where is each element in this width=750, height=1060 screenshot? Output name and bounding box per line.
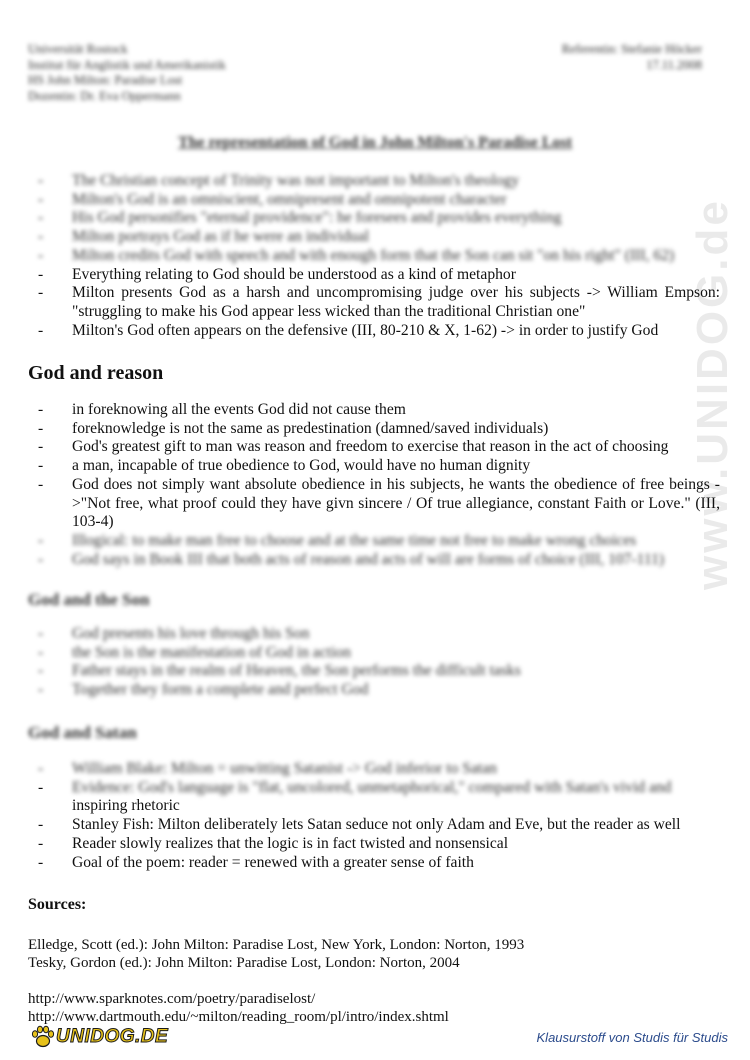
list-item-text-blurred: Evidence: God's language is "flat, uncolored, unmetaphorical," compared with Satan's vivid and bbox=[72, 778, 672, 796]
list-item bbox=[28, 172, 720, 191]
reason-section bbox=[28, 361, 720, 569]
paw-icon bbox=[30, 1025, 56, 1049]
list-item-text: Stanley Fish: Milton deliberately lets Satan seduce not only Adam and Eve, but the reader as well bbox=[72, 816, 681, 834]
list-item bbox=[28, 457, 720, 476]
list-item bbox=[28, 284, 720, 321]
list-item-text: His God personifies "eternal providence": he foresees and provides everything bbox=[72, 209, 562, 227]
source-book: Elledge, Scott (ed.): John Milton: Paradise Lost, New York, London: Norton, 1993 bbox=[28, 937, 525, 953]
son-section bbox=[28, 589, 720, 700]
list-item bbox=[28, 191, 720, 210]
list-item bbox=[28, 209, 720, 228]
sources-section bbox=[28, 896, 720, 1026]
list-item bbox=[28, 228, 720, 247]
header-presenter: Referentin: Stefanie Höcker bbox=[561, 42, 702, 56]
list-item-text: inspiring rhetoric bbox=[72, 797, 180, 815]
list-item-text: God does not simply want absolute obedience in his subjects, he wants the obedience of free beings ->"Not free, what proof could they have givn sincere / Of true allegiance, constant Faith or Love." (III, 103-4) bbox=[72, 475, 720, 531]
intro-section bbox=[28, 172, 720, 340]
list-item bbox=[28, 854, 720, 873]
intro-list bbox=[28, 172, 720, 340]
list-item-text: Illogical: to make man free to choose and at the same time not free to make wrong choices bbox=[72, 531, 637, 549]
list-item-text: God's greatest gift to man was reason and freedom to exercise that reason in the act of choosing bbox=[72, 438, 669, 456]
list-item-text: Milton credits God with speech and with enough form that the Son can sit "on his right" (III, 62) bbox=[72, 246, 675, 264]
list-item bbox=[28, 779, 720, 816]
list-item bbox=[28, 760, 720, 779]
list-item-text: in foreknowing all the events God did not cause them bbox=[72, 401, 406, 418]
list-item bbox=[28, 438, 720, 457]
list-item-text: Together they form a complete and perfect God bbox=[72, 681, 369, 699]
list-item-text: foreknowledge is not the same as predestination (damned/saved individuals) bbox=[72, 419, 549, 437]
list-item-text: Milton presents God as a harsh and uncompromising judge over his subjects -> William Empson: "struggling to make his God appear less wicked than the traditional Christian one" bbox=[72, 284, 720, 320]
satan-list bbox=[28, 760, 720, 872]
list-item bbox=[28, 681, 720, 700]
list-item bbox=[28, 420, 720, 439]
header-right bbox=[562, 42, 702, 73]
header-left bbox=[28, 42, 226, 104]
list-item-text: God presents his love through his Son bbox=[72, 625, 310, 642]
sources-heading: Sources: bbox=[28, 896, 87, 913]
list-item bbox=[28, 662, 720, 681]
header-university: Universität Rostock bbox=[28, 42, 128, 56]
list-item bbox=[28, 247, 720, 266]
list-item-text: a man, incapable of true obedience to God, would have no human dignity bbox=[72, 457, 531, 475]
list-item-text: The Christian concept of Trinity was not important to Milton's theology bbox=[72, 172, 520, 189]
list-item bbox=[28, 401, 720, 420]
son-heading: God and the Son bbox=[28, 590, 150, 609]
list-item-text: William Blake: Milton = unwitting Satanist -> God inferior to Satan bbox=[72, 760, 497, 777]
page-title: The representation of God in John Milton's Paradise Lost bbox=[177, 134, 573, 151]
satan-section bbox=[28, 722, 720, 872]
watermark: www.UNIDOG.de bbox=[688, 198, 737, 590]
list-item bbox=[28, 322, 720, 341]
footer-tagline: Klausurstoff von Studis für Studis bbox=[536, 1030, 728, 1045]
source-book: Tesky, Gordon (ed.): John Milton: Paradise Lost, London: Norton, 2004 bbox=[28, 955, 460, 971]
reason-heading: God and reason bbox=[28, 362, 164, 384]
header-institute: Institut für Anglistik und Amerikanistik bbox=[28, 57, 226, 72]
list-item bbox=[28, 532, 720, 551]
list-item bbox=[28, 644, 720, 663]
list-item bbox=[28, 835, 720, 854]
satan-heading: God and Satan bbox=[28, 723, 137, 742]
list-item-text: Father stays in the realm of Heaven, the Son performs the difficult tasks bbox=[72, 662, 521, 680]
unidog-logo bbox=[30, 1024, 168, 1050]
son-list bbox=[28, 625, 720, 700]
list-item-text: Milton portrays God as if he were an individual bbox=[72, 228, 370, 246]
list-item-text: Goal of the poem: reader = renewed with a greater sense of faith bbox=[72, 853, 474, 871]
list-item bbox=[28, 266, 720, 285]
reason-list bbox=[28, 401, 720, 569]
list-item-text: Milton's God often appears on the defensive (III, 80-210 & X, 1-62) -> in order to justify God bbox=[72, 321, 659, 339]
source-url[interactable]: http://www.dartmouth.edu/~milton/reading_room/pl/intro/index.shtml bbox=[28, 1009, 449, 1025]
list-item-text: Everything relating to God should be understood as a kind of metaphor bbox=[72, 265, 516, 283]
list-item bbox=[28, 816, 720, 835]
list-item bbox=[28, 625, 720, 644]
list-item bbox=[28, 551, 720, 570]
list-item-text: the Son is the manifestation of God in action bbox=[72, 643, 351, 661]
list-item-text: God says in Book III that both acts of reason and acts of will are forms of choice (III, 107-111) bbox=[72, 550, 665, 568]
header-date: 17.11.2008 bbox=[646, 57, 702, 72]
header-seminar: HS John Milton: Paradise Lost bbox=[28, 73, 183, 87]
list-item-text: Reader slowly realizes that the logic is in fact twisted and nonsensical bbox=[72, 834, 509, 852]
source-url[interactable]: http://www.sparknotes.com/poetry/paradiselost/ bbox=[28, 991, 316, 1007]
logo-text: UNIDOG.DE bbox=[56, 1026, 169, 1047]
list-item-text: Milton's God is an omniscient, omnipresent and omnipotent character bbox=[72, 190, 507, 208]
list-item bbox=[28, 476, 720, 532]
header-lecturer: Dozentin: Dr. Eva Oppermann bbox=[28, 88, 181, 103]
